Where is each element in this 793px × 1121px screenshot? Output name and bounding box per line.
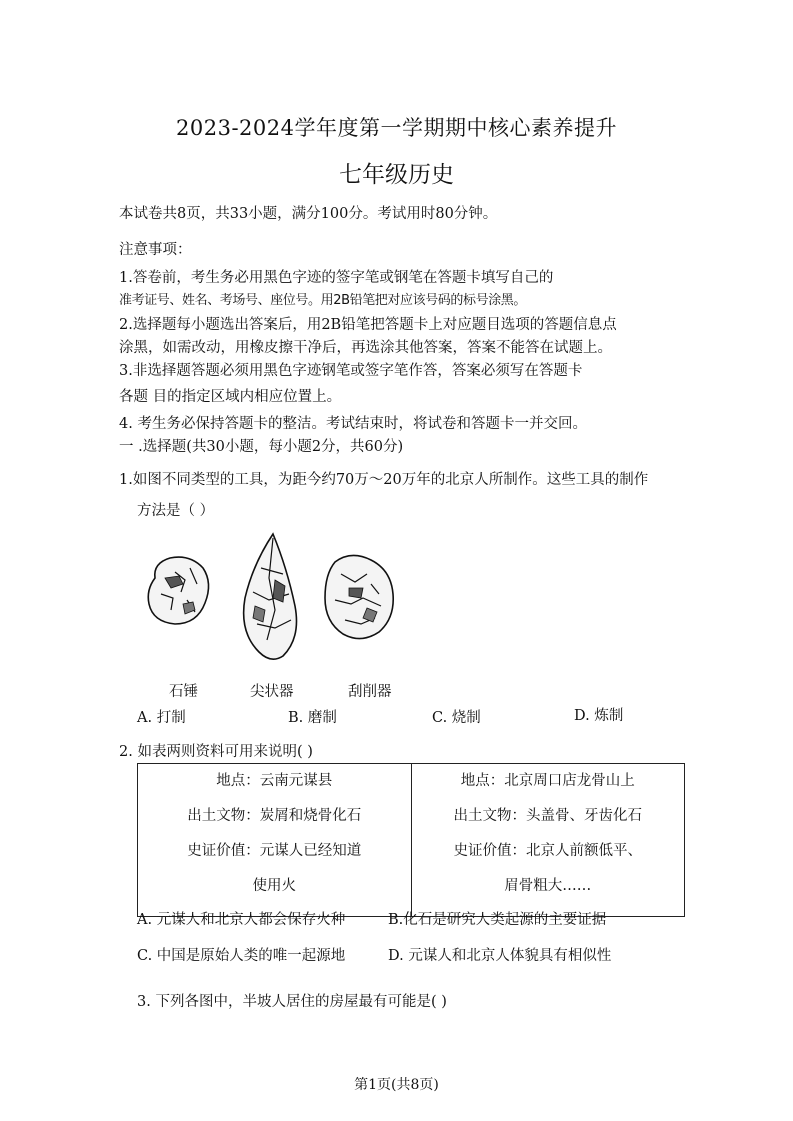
- stone-hammer-icon: [148, 557, 208, 624]
- note-line: 各题 目的指定区域内相应位置上。: [119, 389, 342, 405]
- tool-label-pointed-tool: 尖状器: [250, 684, 294, 700]
- q1-option-d: D. 炼制: [574, 708, 624, 724]
- subject-title: 七年级历史: [339, 162, 454, 188]
- note-line: 2.选择题每小题选出答案后，用2B铅笔把答题卡上对应题目选项的答题信息点: [119, 317, 617, 333]
- source-left-cell: [138, 764, 412, 917]
- tool-label-scraper: 刮削器: [348, 684, 392, 700]
- q2-option-a: A. 元谋人和北京人都会保存火种: [137, 912, 346, 928]
- q2-option-d: D. 元谋人和北京人体貌具有相似性: [388, 948, 612, 964]
- source-left-line: 地点：云南元谋县: [216, 773, 333, 789]
- question-3-stem: 3. 下列各图中，半坡人居住的房屋最有可能是( ): [137, 994, 447, 1010]
- q2-option-c: C. 中国是原始人类的唯一起源地: [137, 948, 346, 964]
- source-table: [137, 763, 685, 917]
- q1-option-b: B. 磨制: [288, 710, 337, 726]
- question-1-stem: 1.如图不同类型的工具，为距今约70万～20万年的北京人所制作。这些工具的制作: [119, 472, 649, 488]
- exam-intro: 本试卷共8页，共33小题，满分100分。考试用时80分钟。: [119, 206, 498, 222]
- note-line: 1.答卷前，考生务必用黑色字迹的签字笔或钢笔在答题卡填写自己的: [119, 270, 554, 286]
- source-left-line: 史证价值：元谋人已经知道: [187, 843, 362, 859]
- notes-heading: 注意事项：: [119, 242, 192, 258]
- note-line: 涂黑，如需改动，用橡皮擦干净后，再选涂其他答案，答案不能答在试题上。: [119, 340, 612, 356]
- source-left-line: 出土文物：炭屑和烧骨化石: [187, 808, 362, 824]
- source-right-line: 眉骨粗大……: [504, 878, 592, 894]
- tool-label-stone-hammer: 石锤: [169, 684, 198, 700]
- source-right-line: 地点：北京周口店龙骨山上: [460, 773, 635, 789]
- pointed-tool-icon: [244, 534, 297, 659]
- stone-tools-figure: [135, 528, 425, 673]
- note-line: 准考证号、姓名、考场号、座位号。用2B铅笔把对应该号码的标号涂黑。: [119, 293, 526, 308]
- source-right-cell: [411, 764, 685, 917]
- note-line: 3.非选择题答题必须用黑色字迹钢笔或签字笔作答，答案必须写在答题卡: [119, 363, 583, 379]
- source-right-line: 出土文物：头盖骨、牙齿化石: [453, 808, 642, 824]
- q1-option-a: A. 打制: [137, 710, 186, 726]
- source-right-line: 史证价值：北京人前额低平、: [453, 843, 642, 859]
- scraper-icon: [325, 555, 393, 638]
- page-footer: 第1页(共8页): [354, 1077, 439, 1093]
- q2-option-b: B.化石是研究人类起源的主要证据: [388, 912, 607, 928]
- q1-option-c: C. 烧制: [432, 710, 481, 726]
- question-1-stem-continued: 方法是（ ）: [137, 503, 215, 519]
- exam-title: 2023-2024学年度第一学期期中核心素养提升: [176, 116, 617, 140]
- source-left-line: 使用火: [252, 878, 296, 894]
- question-2-stem: 2. 如表两则资料可用来说明( ): [119, 744, 313, 760]
- section-heading: 一 .选择题(共30小题，每小题2分，共60分): [119, 439, 404, 455]
- note-line: 4. 考生务必保持答题卡的整洁。考试结束时，将试卷和答题卡一并交回。: [119, 416, 587, 432]
